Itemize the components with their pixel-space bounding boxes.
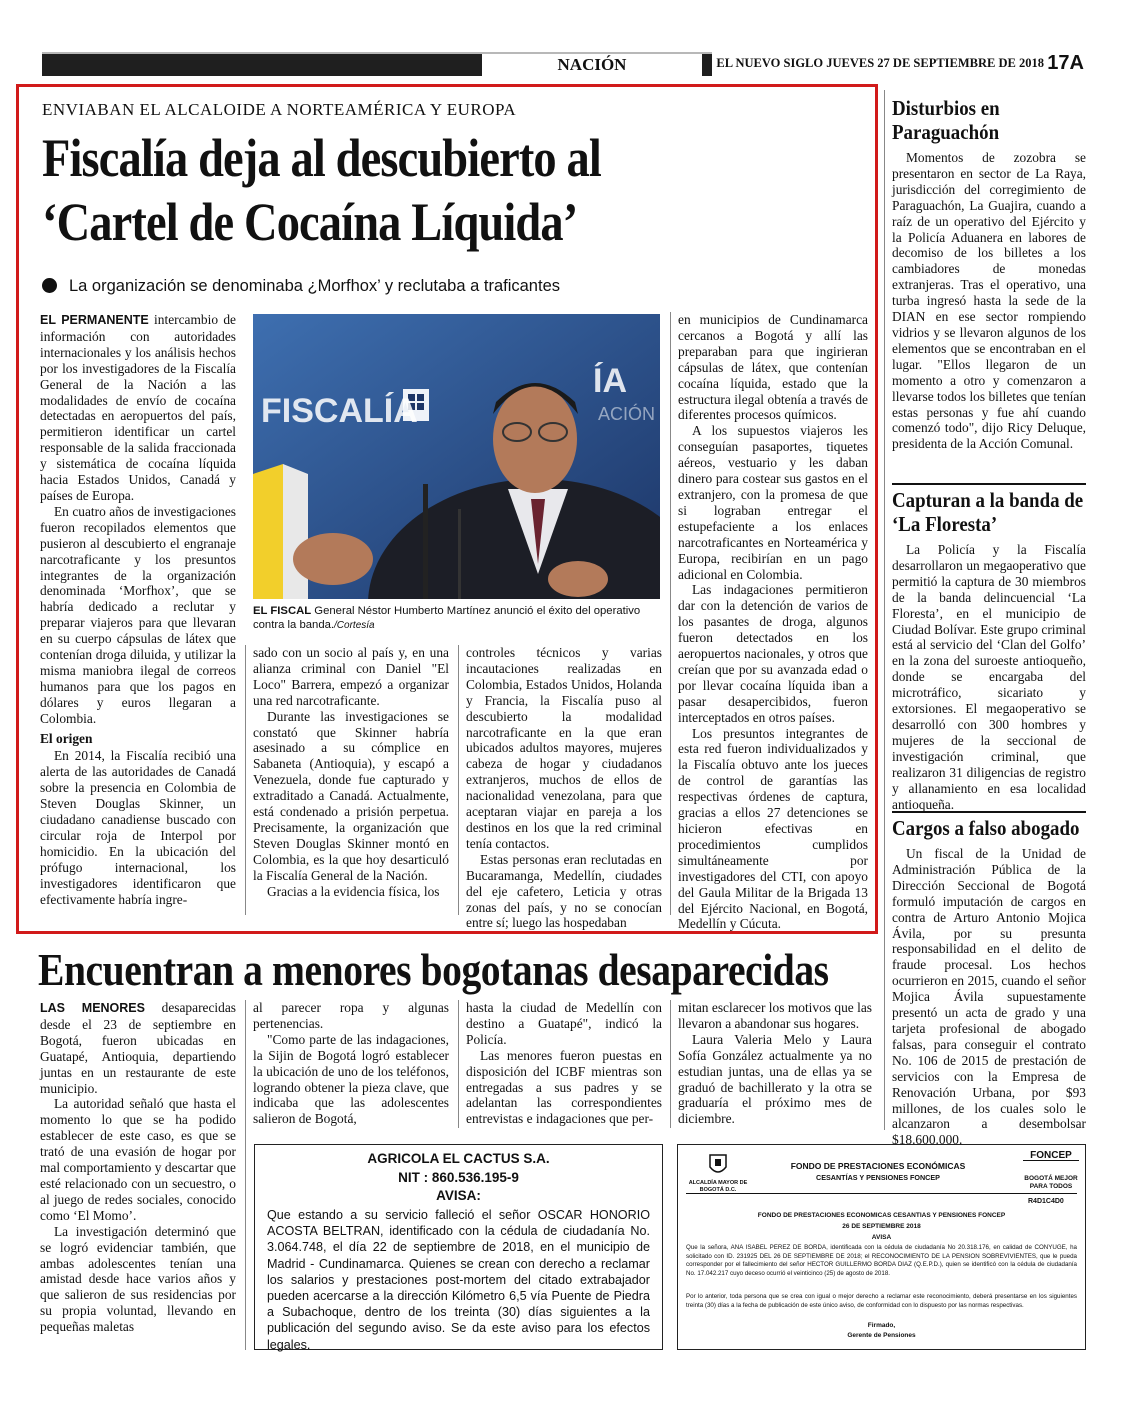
paragraph: Las menores fueron puestas en disposición del ICBF mientras son entregadas a sus padres y se adelantan las correspondientes entrevistas e indagaciones que per- — [466, 1047, 662, 1127]
notice-body-2: Por lo anterior, toda persona que se crea con igual o mejor derecho a reclamar este reconocimiento, deberá presentarse en los siguientes treinta (30) días a la fecha de publicación de este único aviso, de conformidad con lo dispuesto por las normas respectivas. — [686, 1293, 1077, 1309]
column-rule — [458, 1000, 459, 1128]
ad-body: Que estando a su servicio falleció el señor OSCAR HONORIO ACOSTA BELTRAN, identificado con la cédula de ciudadanía No. 3.064.748, el día 22 de septiembre de 2018, en el municipio de Madrid - Cundinamarca. Quienes se crean con derecho a reclamar los salarios y prestaciones post-mortem del citado extrabajador pueden acercarse a la dirección Kilómetro 6,5 vía Puente de Piedra a Subachoque, dentro de los treinta (30) días siguientes a la publicación del segundo aviso. Se da este aviso para los efectos legales. — [267, 1208, 650, 1352]
page-header — [42, 52, 1084, 76]
second-col-1 — [40, 1000, 236, 1335]
foncep-brand: FONCEP — [1023, 1151, 1079, 1161]
paragraph: Momentos de zozobra se presentaron en sector de La Raya, jurisdicción del corregimiento de Paraguachón, La Guajira, cuando a raíz de un operativo del Ejército y la Policía Aduanera en labores de decomiso de los billetes a los cambiadores de monedas extranjeras. Tras el operativo, una turba ingresó hasta la sede de la DIAN en ese sector rompiendo vidrios y se llevaron algunos de los elementos que se encontraban en el lugar. "Ellos llegaron de un momento a otro y comenzaron a llevarse todos los billetes que tenían estas personas y fue ahí cuando comenzó todo", dijo Ricy Deluque, presidenta de la Acción Comunal. — [892, 150, 1086, 452]
paragraph: intercambio de información con autoridades internacionales y los análisis hechos por los investigadores de la Fiscalía General de la Nación a las modalidades de envío de cocaína detectadas en aeropuertos del país, permitieron identificar un cartel responsable de la salida fraccionada y sistemática de cocaína líquida hacia Estados Unidos, Canadá y países de Europa. — [40, 312, 236, 503]
paragraph: hasta la ciudad de Medellín con destino a Guatapé", indicó la Policía. — [466, 1000, 662, 1047]
second-col-3 — [466, 1000, 662, 1127]
main-col-2 — [253, 645, 449, 900]
notice-body-1: Que la señora, ANA ISABEL PEREZ DE BORDA, identificada con la cédula de ciudadanía No 20.318.176, en calidad de CONYUGE, ha solicitado con ID. 231925 DEL 26 DE SEPTIEMBRE DE 2018; el RECONOCIMIENTO DE LA PENSION SOBREVIVIENTES, que le pueda corresponder por el fallecimiento del señor HECTOR GUILLERMO BORDA DIAZ (Q.E.P.D.), quien se identificó con la cédula de ciudadanía No. 17.042.217 cuyo deceso ocurrió el veinticinco (25) de agosto de 2018. — [686, 1244, 1077, 1277]
divider — [686, 1193, 1077, 1194]
paragraph: Las indagaciones permitieron dar con la detención de varios de los pasantes de droga, algunos fueron detectados en los aeropuertos nacionales, y otros que creían que por su avanzada edad o por llevar cocaína líquida iban a pasar desapercibidos, fueron interceptados en otros países. — [678, 582, 868, 725]
column-rule — [245, 645, 246, 915]
main-col-3 — [466, 645, 662, 931]
lead-word: EL PERMANENTE — [40, 313, 149, 327]
main-col-1 — [40, 312, 236, 908]
column-rule — [670, 1000, 671, 1128]
deck-text: La organización se denominaba ¿Morfhox’ y reclutaba a traficantes — [69, 277, 560, 295]
backdrop-text: ÍA — [593, 362, 627, 400]
paragraph: A los supuestos viajeros les conseguían pasaportes, tiquetes aéreos, vestuario y les daban dinero para costear sus gastos en el extranjero, con la promesa de que si lograban entregar el estupefaciente a los enlaces narcotraficantes en Norteamérica y Europa, recibirían en un pago adicional en Colombia. — [678, 423, 868, 582]
main-col-4 — [678, 312, 868, 932]
paragraph: controles técnicos y varias incautaciones realizadas en Colombia, Estados Unidos, Holanda y Francia, la Fiscalía puso al descubierto la modalidad narcotraficante en la que eran ubicados adultos mayores, mujeres cabeza de hogar y ciudadanos extranjeros, muchos de ellos de nacionalidad venezolana, para que aceptaran viajar en pareja a los destinos en los que la red criminal tenía contactos. — [466, 645, 662, 851]
header-meta: EL NUEVO SIGLO JUEVES 27 DE SEPTIEMBRE DE 2018 — [716, 56, 1044, 70]
paragraph: mitan esclarecer los motivos que las llevaron a abandonar sus hogares. — [678, 1000, 872, 1031]
page-number: 17A — [1047, 52, 1084, 74]
paragraph: Gracias a la evidencia física, los — [267, 883, 440, 899]
logo-caption: ALCALDÍA MAYOR DE BOGOTÁ D.C. — [688, 1180, 748, 1193]
divider — [892, 483, 1086, 485]
notice-sign-2: Gerente de Pensiones — [847, 1332, 916, 1339]
bogota-mejor-logo: BOGOTÁ MEJOR PARA TODOS — [1024, 1175, 1078, 1190]
second-headline: Encuentran a menores bogotanas desaparecidas — [38, 944, 829, 995]
deck — [42, 277, 862, 296]
sidebar-title: Disturbios en Paraguachón — [892, 96, 1000, 144]
main-headline — [42, 126, 868, 254]
column-rule — [670, 312, 671, 915]
subhead: El origen — [40, 730, 93, 746]
paragraph: En cuatro años de investigaciones fueron recopilados elementos que pusieron al descubierto el engranaje narcotraficante y los presuntos integrantes de la organización denominada ‘Morfhox’, que se habría dedicado a reclutar y preparar viajeros para que llevaran en su cuerpo cápsulas de látex que contenían droga diluida, y utilizar la misma maniobra ilegal de correos humanos para que los pagos en dólares y euros llegaran a Colombia. — [40, 503, 236, 726]
paragraph: Un fiscal de la Unidad de Administración Pública de la Dirección Seccional de Bogotá formuló imputación de cargos en contra de Arturo Antonio Mojica Ávila, por su presunta responsabilidad en el delito de fraude procesal. Los hechos ocurrieron en 2015, cuando el señor Mojica Ávila supuestamente presentó un acta de grado y una tarjeta profesional de abogado falsas, para conseguir el contrato No. 106 de 2015 de prestación de servicios con la Empresa de Renovación Urbana, por $93 millones, de los cuales solo le alcanzaron a desembolsar $18.600.000. — [892, 846, 1086, 1148]
lead-word: LAS MENORES — [40, 1001, 145, 1015]
paragraph: La investigación determinó que se logró evidenciar también, que ambas adolescentes tenían una amistad desde hace varios años y que salieron de sus residencias por su propia voluntad, llevando en pequeñas maletas — [40, 1223, 236, 1335]
paragraph: La Policía y la Fiscalía desarrollaron un megaoperativo que permitió la captura de 30 miembros de la banda delincuencial ‘La Floresta’, en el municipio de Ciudad Bolívar. Este grupo criminal está al servicio del ‘Clan del Golfo’ en la zona del suroeste antioqueño, donde se encargaba del microtráfico, sicariato y extorsiones. El megaoperativo se desarrolló con 300 hombres y mujeres de la seccional de investigación criminal, que realizaron 31 diligencias de registro y allanamiento en esa localidad antioqueña. — [892, 542, 1086, 812]
ad-avisa: AVISA: — [436, 1188, 481, 1203]
bullet-icon — [42, 278, 57, 293]
paragraph: En 2014, la Fiscalía recibió una alerta de las autoridades de Canadá sobre la presencia en Colombia de Steven Douglas Skinner, un ciudadano canadiense buscado con circular roja de Interpol por homicidio. En la ubicación del prófugo internacional, los investigadores identificaron que efectivamente habría ingre- — [40, 748, 236, 907]
section-bar — [42, 52, 712, 76]
fiscal-photo — [253, 314, 660, 599]
bogota-logo — [688, 1153, 748, 1193]
photo-credit: /Cortesía — [334, 620, 375, 631]
paragraph: Los presuntos integrantes de esta red fueron individualizados y la Fiscalía obtuvo ante los jueces de control de garantías las respectivas órdenes de captura, gracias a ellos 27 detenciones se hicieron efectivas en procedimientos cumplidos simultáneamente por investigadores del CTI, con apoyo del Gaula Militar de la Brigada 13 del Ejército Nacional, en Bogotá, Medellín y Cúcuta. — [678, 725, 868, 932]
notice-head: FONDO DE PRESTACIONES ECONOMICAS CESANTIAS Y PENSIONES FONCEP — [757, 1212, 1006, 1219]
photo-caption — [253, 604, 660, 633]
backdrop-text: FISCALÍA — [261, 392, 418, 430]
sidebar — [892, 816, 1086, 1148]
paragraph: "Como parte de las indagaciones, la Sijin de Bogotá logró establecer la ubicación de uno de los teléfonos, logrando obtener la pieza clave, que indicaba que las adolescentes salieron de Bogotá, — [253, 1031, 449, 1127]
second-col-2 — [253, 1000, 449, 1127]
sidebar-body — [892, 542, 1086, 812]
sidebar — [892, 488, 1086, 812]
caption-lead: EL FISCAL — [253, 605, 312, 617]
sidebar-body — [892, 846, 1086, 1148]
section-label: NACIÓN — [482, 54, 702, 76]
headline-line-1: Fiscalía deja al descubierto al — [42, 128, 601, 188]
foncep-title: FONDO DE PRESTACIONES ECONÓMICAS — [790, 1161, 966, 1171]
ad-cactus — [254, 1144, 663, 1350]
paragraph: en municipios de Cundinamarca cercanos a Bogotá y allí las preparaban para que ingirieran cápsulas de látex, que contenían cocaína líquida, estado que la estructura ilegal obtenía a través de diferentes procesos químicos. — [678, 312, 868, 423]
sidebar — [892, 96, 1086, 452]
kicker: ENVIABAN EL ALCALOIDE A NORTEAMÉRICA Y EUROPA — [42, 100, 517, 119]
headline-line-2: ‘Cartel de Cocaína Líquida’ — [42, 192, 578, 252]
notice-sign-1: Firmado, — [867, 1322, 896, 1329]
sidebar-title: Cargos a falso abogado — [892, 816, 1080, 840]
backdrop-subtext: ACIÓN — [598, 404, 656, 424]
notice-date: 26 DE SEPTIEMBRE 2018 — [842, 1223, 921, 1230]
column-rule — [458, 645, 459, 915]
paragraph: Durante las investigaciones se constató que Skinner habría asesinado a su cómplice en Sabaneta (Antioquia), y escapó a Venezuela, donde fue capturado y extraditado a Canadá. Actualmente, está condenado a prisión perpetua. Precisamente, la organización que Steven Douglas Skinner montó en Colombia, es la que hoy desarticuló la Fiscalía General de la Nación. — [253, 708, 449, 883]
foncep-subtitle: CESANTÍAS Y PENSIONES FONCEP — [816, 1173, 940, 1182]
coat-of-arms-icon — [708, 1153, 728, 1177]
caption-text: General Néstor Humberto Martínez anunció el éxito del operativo contra la banda. — [253, 605, 641, 631]
column-rule — [245, 1000, 246, 1350]
sidebar-body — [892, 150, 1086, 452]
paragraph: Laura Valeria Melo y Laura Sofía González actualmente ya no estudian juntas, una de ellas ya se graduó de bachillerato y la otra se graduaría el próximo mes de diciembre. — [678, 1031, 872, 1127]
paragraph: Estas personas eran reclutadas en Bucaramanga, Medellín, ciudades del eje cafetero, Leticia y otras zonas del país, y no se conocían entre sí; luego las hospedaban — [466, 851, 662, 931]
sidebar-title: Capturan a la banda de ‘La Floresta’ — [892, 488, 1084, 536]
paragraph: sado con un socio al país y, en una alianza criminal con Daniel "El Loco" Barrera, empezó a organizar una red narcotraficante. — [253, 645, 449, 708]
paragraph: desaparecidas desde el 23 de septiembre en Bogotá, fueron ubicadas en Guatapé, Antioquia, departiendo juntas en un restaurante de este municipio. — [40, 1000, 236, 1096]
ad-nit: NIT : 860.536.195-9 — [398, 1170, 519, 1185]
ad-company: AGRICOLA EL CACTUS S.A. — [367, 1151, 550, 1166]
ad-foncep — [677, 1144, 1086, 1350]
divider — [892, 811, 1086, 813]
paragraph: al parecer ropa y algunas pertenencias. — [253, 1000, 449, 1031]
notice-avisa: AVISA — [871, 1234, 892, 1241]
ad-code: R4D1C4D0 — [1028, 1198, 1064, 1205]
paragraph: La autoridad señaló que hasta el momento lo que se ha podido establecer de este caso, es que se trató de una evasión de hogar por mal comportamiento y descartar que esté relacionado con un secuestro, o al juego de redes sociales, conocido como ‘El Momo’. — [40, 1096, 236, 1223]
second-col-4 — [678, 1000, 872, 1127]
